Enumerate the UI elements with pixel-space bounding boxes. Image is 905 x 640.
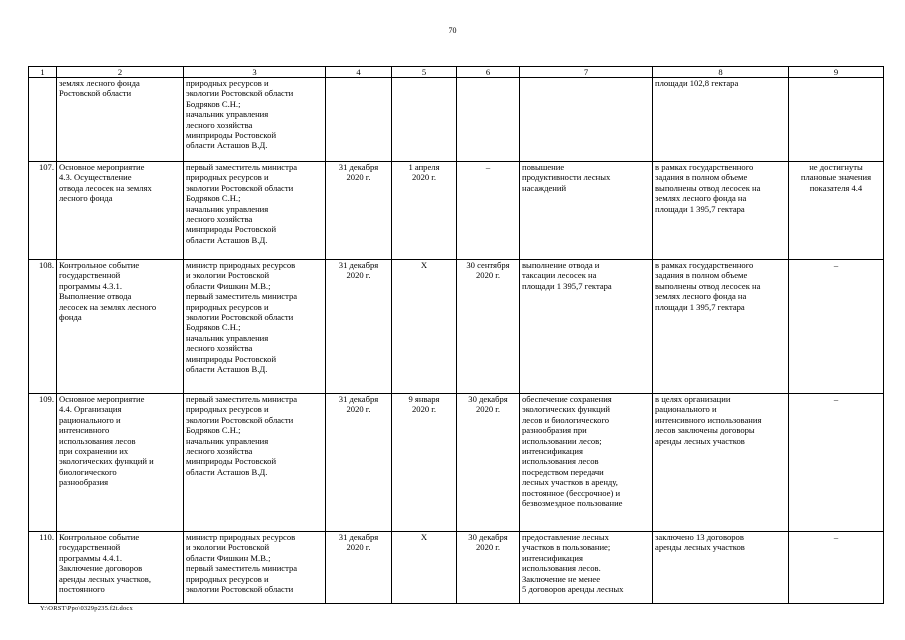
- header-cell: 1: [29, 67, 57, 78]
- problems-cell: –: [789, 394, 884, 532]
- planned-date-cell: 31 декабря 2020 г.: [326, 260, 392, 394]
- actual-result-cell: заключено 13 договоров аренды лесных участков: [653, 532, 789, 604]
- problems-cell: –: [789, 260, 884, 394]
- header-cell: 8: [653, 67, 789, 78]
- table-row: [29, 394, 884, 532]
- planned-date-cell: 31 декабря 2020 г.: [326, 532, 392, 604]
- problems-cell: не достигнуты плановые значения показателя 4.4: [789, 162, 884, 260]
- start-date-cell: Х: [392, 532, 457, 604]
- end-date-cell: 30 декабря 2020 г.: [457, 532, 520, 604]
- start-date-cell: [392, 78, 457, 162]
- row-number: 109.: [29, 394, 57, 532]
- expected-result-cell: повышение продуктивности лесных насаждений: [520, 162, 653, 260]
- actual-result-cell: в рамках государственного задания в полном объеме выполнены отвод лесосек на землях лесного фонда на площади 1 395,7 гектара: [653, 162, 789, 260]
- header-cell: 4: [326, 67, 392, 78]
- expected-result-cell: выполнение отвода и таксации лесосек на площади 1 395,7 гектара: [520, 260, 653, 394]
- event-name-cell: Контрольное событие государственной программы 4.3.1. Выполнение отвода лесосек на землях лесного фонда: [57, 260, 184, 394]
- event-name-cell: Контрольное событие государственной программы 4.4.1. Заключение договоров аренды лесных участков, постоянного: [57, 532, 184, 604]
- end-date-cell: –: [457, 162, 520, 260]
- planned-date-cell: [326, 78, 392, 162]
- start-date-cell: Х: [392, 260, 457, 394]
- responsible-cell: первый заместитель министра природных ресурсов и экологии Ростовской области Бодряков С.Н.; начальник управления лесного хозяйства минприроды Ростовской области Асташов В.Д.: [184, 394, 326, 532]
- expected-result-cell: предоставление лесных участков в пользование; интенсификация использования лесов. Заключение не менее 5 договоров аренды лесных: [520, 532, 653, 604]
- end-date-cell: [457, 78, 520, 162]
- problems-cell: [789, 78, 884, 162]
- header-row: [29, 67, 884, 78]
- header-cell: 9: [789, 67, 884, 78]
- footer-file-path: Y:\ORST\Ppo\0329p235.f2t.docx: [40, 605, 133, 612]
- header-cell: 6: [457, 67, 520, 78]
- problems-cell: –: [789, 532, 884, 604]
- row-number: 108.: [29, 260, 57, 394]
- header-cell: 3: [184, 67, 326, 78]
- event-name-cell: Основное мероприятие 4.4. Организация рационального и интенсивного использования лесов при сохранении их экологических функций и биологического разнообразия: [57, 394, 184, 532]
- header-cell: 5: [392, 67, 457, 78]
- expected-result-cell: обеспечение сохранения экологических функций лесов и биологического разнообразия при использовании лесов; интенсификация использования лесов посредством передачи лесных участков в аренду, постоянное (бессрочное) и безвозмездное пользование: [520, 394, 653, 532]
- header-cell: 7: [520, 67, 653, 78]
- responsible-cell: министр природных ресурсов и экологии Ростовской области Фишкин М.В.; первый заместитель министра природных ресурсов и экологии Ростовской области: [184, 532, 326, 604]
- table-row: [29, 260, 884, 394]
- expected-result-cell: [520, 78, 653, 162]
- responsible-cell: первый заместитель министра природных ресурсов и экологии Ростовской области Бодряков С.Н.; начальник управления лесного хозяйства минприроды Ростовской области Асташов В.Д.: [184, 162, 326, 260]
- responsible-cell: природных ресурсов и экологии Ростовской области Бодряков С.Н.; начальник управления лесного хозяйства минприроды Ростовской области Асташов В.Д.: [184, 78, 326, 162]
- table-row: [29, 532, 884, 604]
- start-date-cell: 1 апреля 2020 г.: [392, 162, 457, 260]
- responsible-cell: министр природных ресурсов и экологии Ростовской области Фишкин М.В.; первый заместитель министра природных ресурсов и экологии Ростовской области Бодряков С.Н.; начальник управления лесного хозяйства минприроды Ростовской области Асташов В.Д.: [184, 260, 326, 394]
- planned-date-cell: 31 декабря 2020 г.: [326, 394, 392, 532]
- page-number: 70: [448, 26, 457, 35]
- actual-result-cell: площади 102,8 гектара: [653, 78, 789, 162]
- end-date-cell: 30 декабря 2020 г.: [457, 394, 520, 532]
- end-date-cell: 30 сентября 2020 г.: [457, 260, 520, 394]
- report-table: [28, 66, 884, 604]
- table-row: [29, 78, 884, 162]
- header-cell: 2: [57, 67, 184, 78]
- actual-result-cell: в рамках государственного задания в полном объеме выполнены отвод лесосек на землях лесного фонда на площади 1 395,7 гектара: [653, 260, 789, 394]
- event-name-cell: Основное мероприятие 4.3. Осуществление отвода лесосек на землях лесного фонда: [57, 162, 184, 260]
- actual-result-cell: в целях организации рационального и интенсивного использования лесов заключены договоры аренды лесных участков: [653, 394, 789, 532]
- row-number: [29, 78, 57, 162]
- table-row: [29, 162, 884, 260]
- row-number: 107.: [29, 162, 57, 260]
- row-number: 110.: [29, 532, 57, 604]
- planned-date-cell: 31 декабря 2020 г.: [326, 162, 392, 260]
- start-date-cell: 9 января 2020 г.: [392, 394, 457, 532]
- event-name-cell: землях лесного фонда Ростовской области: [57, 78, 184, 162]
